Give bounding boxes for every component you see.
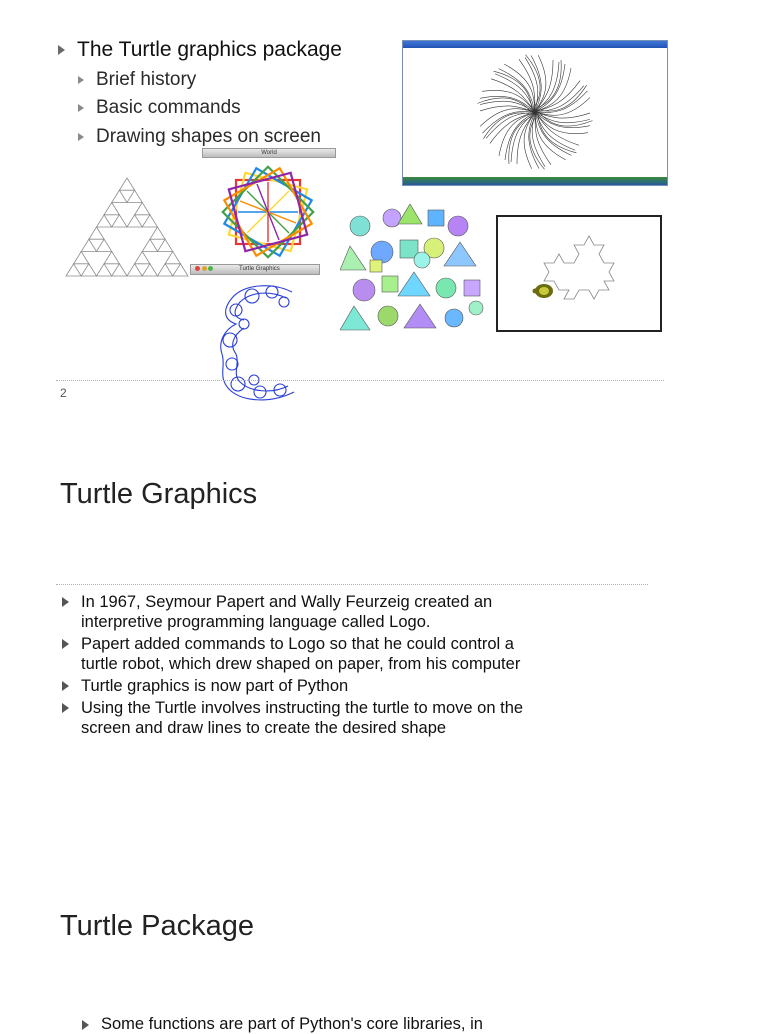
bullet-sub-label: Basic commands bbox=[96, 97, 241, 118]
bullet-arrow-icon bbox=[58, 45, 65, 55]
taskbar bbox=[403, 177, 667, 185]
spiral-window-image bbox=[402, 40, 668, 186]
bullet-list bbox=[62, 592, 662, 740]
koch-snowflake-drawing bbox=[498, 217, 660, 330]
bullet-arrow-icon bbox=[82, 1020, 89, 1030]
minimize-icon bbox=[202, 266, 207, 271]
slide-2 bbox=[0, 470, 768, 770]
spiral-drawing bbox=[403, 48, 667, 176]
bullet-arrow-icon bbox=[78, 76, 84, 84]
window-title-bar bbox=[403, 41, 667, 48]
bullet-arrow-icon bbox=[62, 639, 69, 649]
blue-c-curve-image bbox=[214, 280, 306, 406]
random-shapes-image bbox=[340, 196, 488, 334]
turtle-icon bbox=[533, 284, 554, 298]
slide-3 bbox=[0, 900, 768, 1033]
list-item: In 1967, Seymour Papert and Wally Feurzeig created an interpretive programming language called Logo. bbox=[62, 592, 662, 632]
slide-1 bbox=[0, 0, 768, 420]
colorful-squares-image bbox=[214, 160, 322, 264]
bullet-arrow-icon bbox=[62, 703, 69, 713]
bullet-sub-label: Brief history bbox=[96, 69, 197, 90]
close-icon bbox=[195, 266, 200, 271]
bullet-arrow-icon bbox=[78, 104, 84, 112]
sierpinski-triangle-image bbox=[64, 176, 190, 278]
slide-number: 2 bbox=[60, 386, 67, 400]
list-item: Papert added commands to Logo so that he could control a turtle robot, which drew shaped on paper, from his computer bbox=[62, 634, 662, 674]
bullet-sub-drawing bbox=[78, 126, 321, 148]
bullet-arrow-icon bbox=[62, 681, 69, 691]
turtle-graphics-window-title: Turtle Graphics bbox=[190, 264, 320, 275]
koch-snowflake-image bbox=[496, 215, 662, 332]
bullet-main bbox=[58, 38, 342, 62]
partial-bullet: Some functions are part of Python's core libraries, in bbox=[82, 1014, 682, 1034]
maximize-icon bbox=[208, 266, 213, 271]
bullet-sub-commands bbox=[78, 97, 241, 119]
list-item: Using the Turtle involves instructing the turtle to move on the screen and draw lines to create the desired shape bbox=[62, 698, 662, 738]
bullet-sub-label: Drawing shapes on screen bbox=[96, 126, 321, 147]
slide-title: Turtle Package bbox=[60, 910, 254, 942]
slide-separator bbox=[56, 584, 648, 585]
bullet-main-label: The Turtle graphics package bbox=[77, 38, 342, 61]
bullet-sub-history bbox=[78, 69, 196, 91]
list-item: Turtle graphics is now part of Python bbox=[62, 676, 662, 696]
slide-title: Turtle Graphics bbox=[60, 478, 258, 510]
bullet-arrow-icon bbox=[62, 597, 69, 607]
bullet-arrow-icon bbox=[78, 133, 84, 141]
world-window-title: World bbox=[202, 148, 336, 158]
slide-separator bbox=[56, 380, 664, 381]
